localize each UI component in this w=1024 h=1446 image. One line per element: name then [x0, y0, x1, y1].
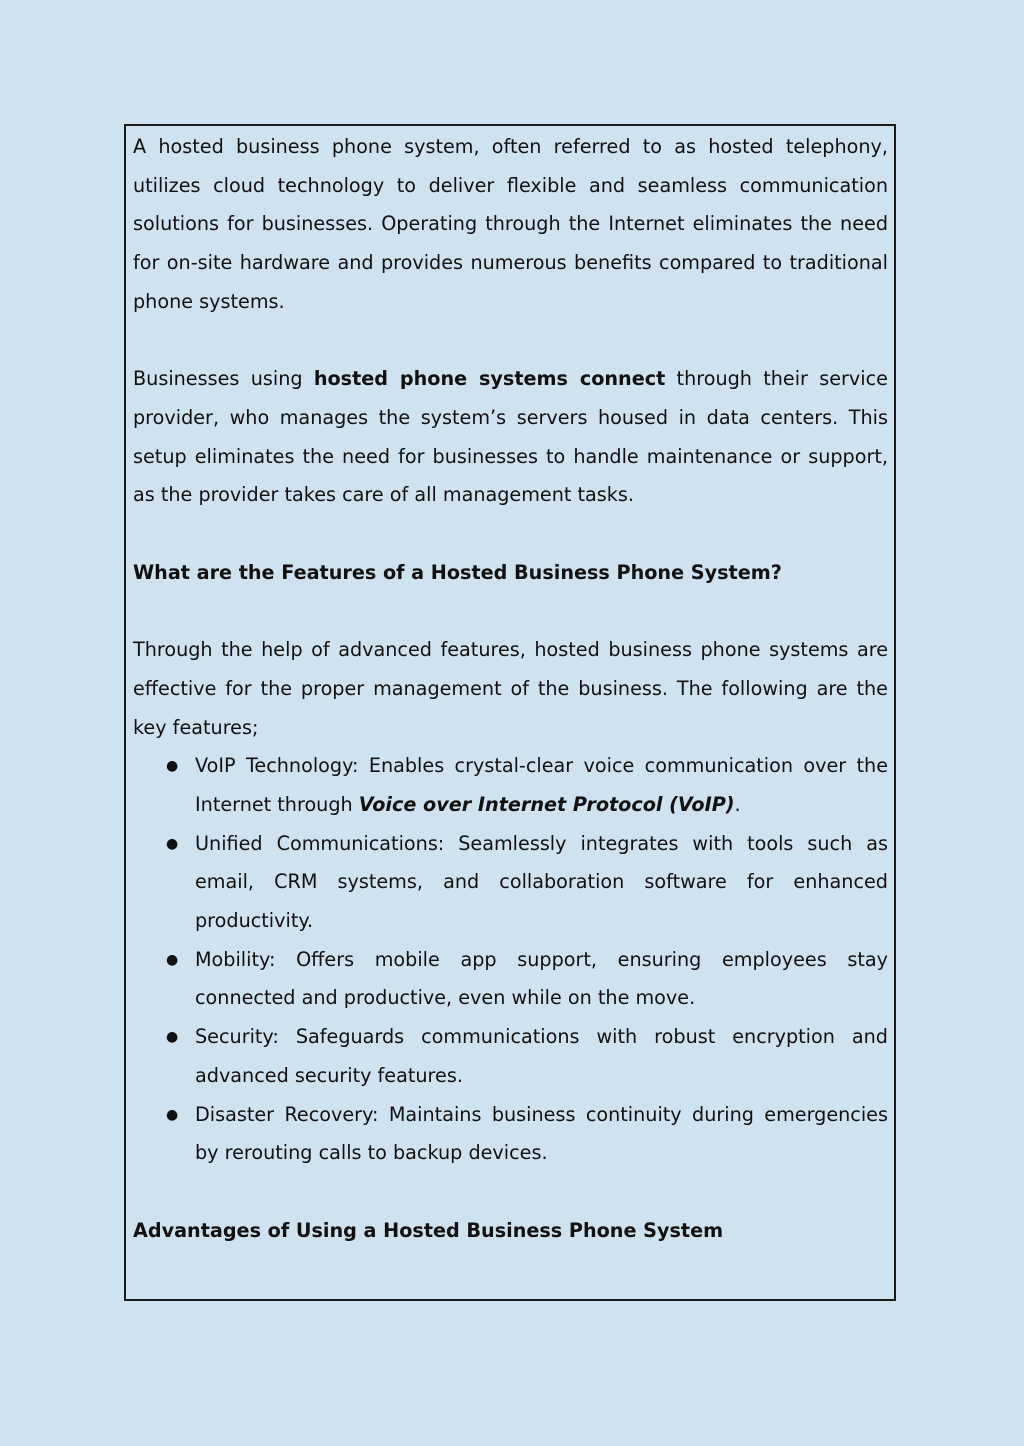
list-item: [133, 825, 888, 941]
provider-paragraph-bold: hosted phone systems connect: [313, 367, 666, 391]
paragraph-gap: [133, 592, 888, 631]
list-item: [133, 1096, 888, 1173]
advantages-heading: Advantages of Using a Hosted Business Phone System: [133, 1218, 724, 1242]
voip-emphasis: Voice over Internet Protocol (VoIP): [358, 792, 735, 816]
features-heading: What are the Features of a Hosted Business Phone System?: [133, 560, 782, 584]
list-item-text: Unified Communications: Seamlessly integrates with tools such as email, CRM systems, and collaboration software for enhanced productivity.: [195, 831, 888, 933]
list-item: [133, 1018, 888, 1095]
bullet-icon: ●: [166, 1029, 179, 1046]
bullet-icon: ●: [166, 835, 179, 852]
list-item-text: Security: Safeguards communications with robust encryption and advanced security features.: [195, 1025, 888, 1087]
paragraph-gap: [133, 515, 888, 554]
paragraph-gap: [133, 1173, 888, 1212]
bullet-icon: ●: [166, 1106, 179, 1123]
list-item-text: Disaster Recovery: Maintains business continuity during emergencies by rerouting calls to backup devices.: [195, 1102, 888, 1165]
list-item: [133, 941, 888, 1018]
list-item-text: Mobility: Offers mobile app support, ensuring employees stay connected and productive, even while on the move.: [195, 947, 888, 1010]
paragraph-gap: [133, 322, 888, 361]
features-list: [133, 747, 888, 1173]
provider-paragraph: [133, 360, 888, 515]
list-item-end: .: [734, 792, 741, 816]
provider-paragraph-start: Businesses using: [133, 367, 314, 391]
provider-paragraph-end: through their service provider, who manages the system’s servers housed in data centers. This setup eliminates the need for businesses to handle maintenance or support, as the provider takes care of all management tasks.: [133, 367, 888, 507]
intro-paragraph: A hosted business phone system, often referred to as hosted telephony, utilizes cloud technology to deliver flexible and seamless communication solutions for businesses. Operating through the Internet eliminates the need for on-site hardware and provides numerous benefits compared to traditional phone systems.: [133, 135, 888, 313]
list-item-text: VoIP Technology: Enables crystal-clear voice communication over the Internet through: [195, 754, 888, 816]
bullet-icon: ●: [166, 758, 179, 775]
document-body: [133, 128, 888, 1250]
bullet-icon: ●: [166, 951, 179, 968]
list-item: [133, 747, 888, 824]
features-intro-paragraph: Through the help of advanced features, hosted business phone systems are effective for the proper management of the business. The following are the key features;: [133, 638, 888, 739]
